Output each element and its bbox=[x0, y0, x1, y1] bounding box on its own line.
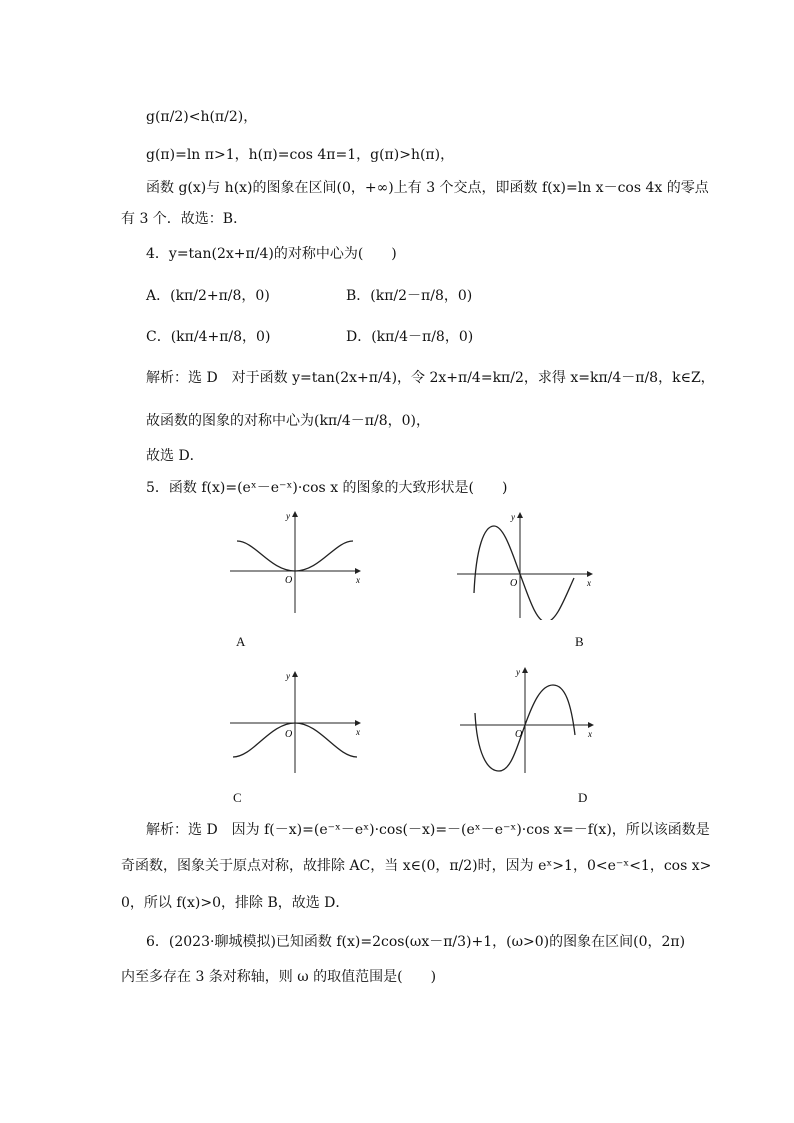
solution-line-4: 有 3 个．故选：B． bbox=[121, 211, 248, 227]
solution-line-3: 函数 g(x)与 h(x)的图象在区间(0，+∞)上有 3 个交点，即函数 f(x)=ln x－cos 4x 的零点 bbox=[146, 180, 709, 196]
solution-line-2: g(π)=ln π>1，h(π)=cos 4π=1，g(π)>h(π)， bbox=[146, 147, 455, 163]
x-axis-arrow-icon bbox=[587, 571, 593, 577]
x-axis-label: x bbox=[587, 578, 591, 588]
x-axis-arrow-icon bbox=[355, 568, 361, 574]
x-axis-label: x bbox=[588, 729, 592, 739]
y-axis-arrow-icon bbox=[522, 667, 528, 673]
solution-5-line-1: 解析：选 D 因为 f(－x)=(e⁻ˣ－eˣ)·cos(－x)=－(eˣ－e⁻ˣ)·cos x=－f(x)，所以该函数是 bbox=[146, 822, 710, 838]
caption-a: A bbox=[236, 634, 246, 649]
caption-d: D bbox=[578, 790, 588, 805]
origin-label: O bbox=[510, 578, 518, 589]
x-axis-arrow-icon bbox=[355, 720, 361, 726]
x-axis-arrow-icon bbox=[588, 722, 594, 728]
graph-b bbox=[452, 508, 597, 620]
y-axis-label: y bbox=[511, 512, 515, 522]
y-axis-label: y bbox=[286, 511, 290, 521]
solution-4-line-2: 故函数的图象的对称中心为(kπ/4－π/8，0)， bbox=[146, 413, 430, 429]
graph-c bbox=[225, 665, 365, 775]
option-4b: B．(kπ/2－π/8，0) bbox=[346, 288, 473, 304]
option-4a: A．(kπ/2+π/8，0) bbox=[146, 288, 270, 304]
origin-label: O bbox=[285, 729, 293, 740]
x-axis-label: x bbox=[356, 727, 360, 737]
y-axis-label: y bbox=[516, 667, 520, 677]
question-6-line-1: 6．(2023·聊城模拟)已知函数 f(x)=2cos(ωx－π/3)+1，(ω>0)的图象在区间(0，2π) bbox=[146, 934, 686, 950]
curve-b bbox=[474, 526, 574, 620]
y-axis-label: y bbox=[286, 671, 290, 681]
origin-label: O bbox=[285, 575, 293, 586]
solution-5-line-2: 奇函数，图象关于原点对称，故排除 AC，当 x∈(0，π/2)时，因为 eˣ>1，0<e⁻ˣ<1，cos x> bbox=[121, 858, 712, 874]
solution-4-line-3: 故选 D． bbox=[146, 448, 204, 464]
y-axis-arrow-icon bbox=[292, 671, 298, 677]
y-axis-arrow-icon bbox=[292, 511, 298, 517]
solution-4-line-1: 解析：选 D 对于函数 y=tan(2x+π/4)，令 2x+π/4=kπ/2，求得 x=kπ/4－π/8，k∈Z， bbox=[146, 370, 715, 386]
question-4: 4．y=tan(2x+π/4)的对称中心为( ) bbox=[146, 246, 397, 262]
graph-a bbox=[225, 505, 365, 615]
question-5: 5．函数 f(x)=(eˣ－e⁻ˣ)·cos x 的图象的大致形状是( ) bbox=[146, 480, 508, 496]
y-axis-arrow-icon bbox=[517, 512, 523, 518]
option-4c: C．(kπ/4+π/8，0) bbox=[146, 329, 271, 345]
graph-d bbox=[455, 663, 600, 775]
solution-5-line-3: 0，所以 f(x)>0，排除 B，故选 D． bbox=[121, 895, 350, 911]
option-4d: D．(kπ/4－π/8，0) bbox=[346, 329, 474, 345]
origin-label: O bbox=[515, 729, 523, 740]
x-axis-label: x bbox=[356, 575, 360, 585]
solution-line-1: g(π/2)<h(π/2)， bbox=[146, 109, 258, 125]
question-6-line-2: 内至多存在 3 条对称轴，则 ω 的取值范围是( ) bbox=[121, 969, 437, 985]
caption-b: B bbox=[575, 634, 584, 649]
caption-c: C bbox=[233, 790, 242, 805]
